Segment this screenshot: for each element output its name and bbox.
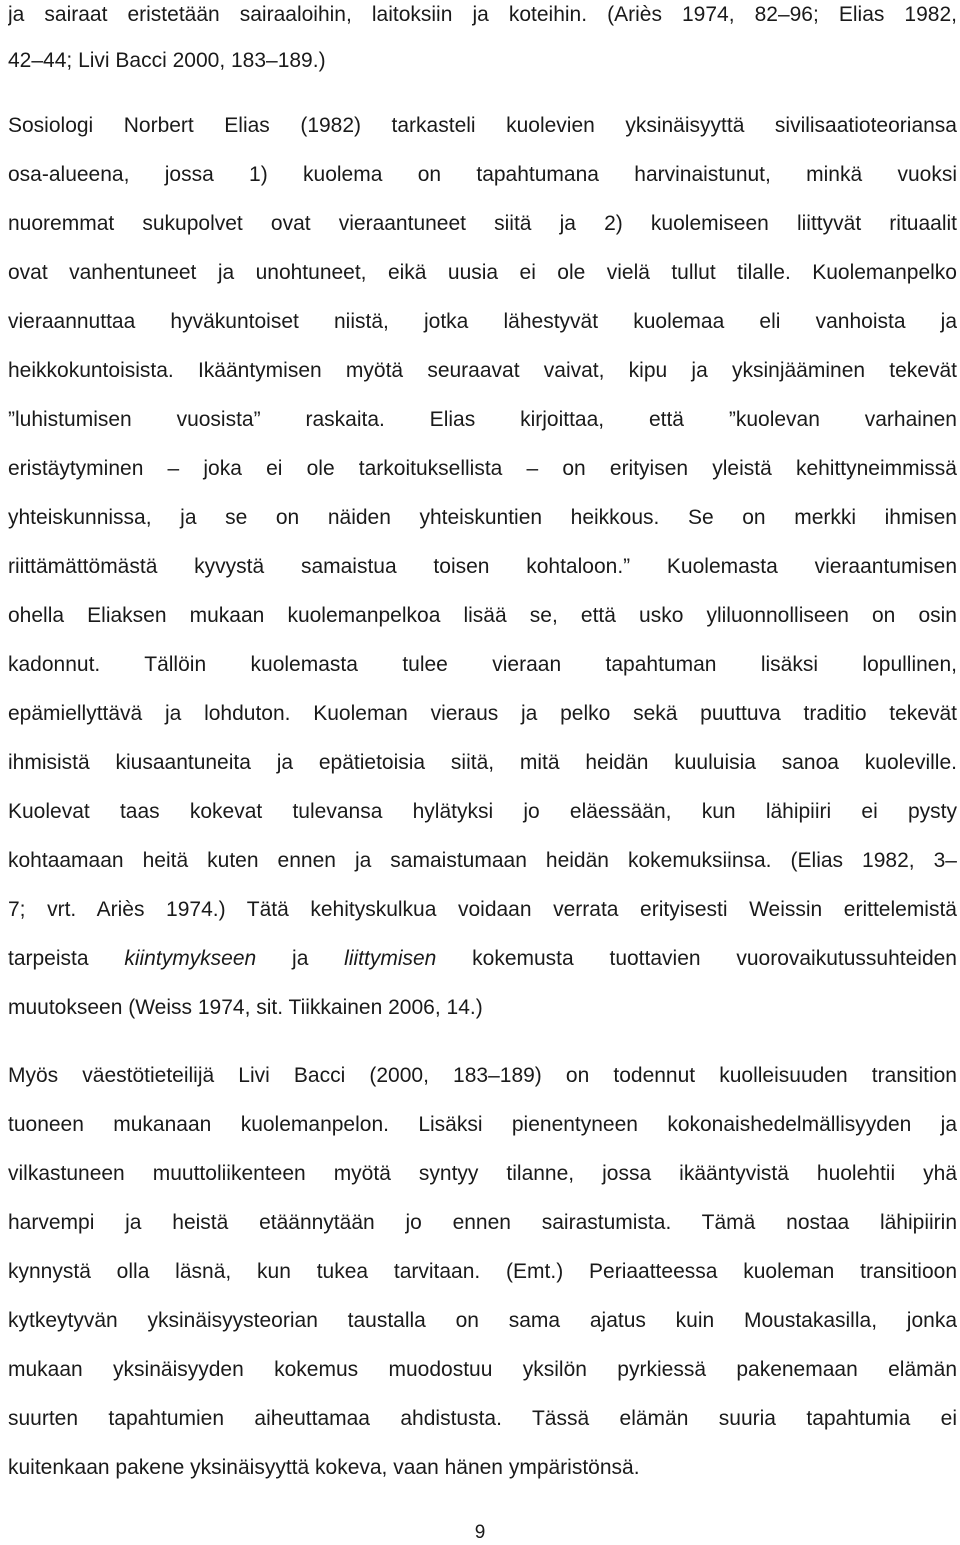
text-line: ja sairaat eristetään sairaaloihin, laitoksiin ja koteihin. (Ariès 1974, 82–96; Elias 1982,: [8, 3, 957, 26]
text-line: ”luhistumisen vuosista” raskaita. Elias kirjoittaa, että ”kuolevan varhainen: [8, 408, 957, 431]
text-line: kynnystä olla läsnä, kun tukea tarvitaan. (Emt.) Periaatteessa kuoleman transitioon: [8, 1260, 957, 1283]
text-line: vilkastuneen muuttoliikenteen myötä syntyy tilanne, jossa ikääntyvistä huolehtii yhä: [8, 1162, 957, 1185]
text-line: kadonnut. Tällöin kuolemasta tulee vieraan tapahtuman lisäksi lopullinen,: [8, 653, 957, 676]
page-number: 9: [474, 1522, 486, 1543]
italic-term: liittymisen: [344, 947, 437, 970]
text-line: Kuolevat taas kokevat tulevansa hylätyksi jo eläessään, kun lähipiiri ei pysty: [8, 800, 957, 823]
text-line: 7; vrt. Ariès 1974.) Tätä kehityskulkua voidaan verrata erityisesti Weissin erittelemistä: [8, 898, 957, 921]
text-line: 42–44; Livi Bacci 2000, 183–189.): [8, 49, 326, 72]
text-line: mukaan yksinäisyyden kokemus muodostuu yksilön pyrkiessä pakenemaan elämän: [8, 1358, 957, 1381]
text-line: heikkokuntoisista. Ikääntymisen myötä seuraavat vaivat, kipu ja yksinjääminen tekevät: [8, 359, 957, 382]
text-run: tarpeista: [8, 947, 125, 970]
text-line: kuitenkaan pakene yksinäisyyttä kokeva, vaan hänen ympäristönsä.: [8, 1456, 640, 1479]
text-run: ja: [256, 947, 345, 970]
text-line: tuoneen mukanaan kuolemanpelon. Lisäksi pienentyneen kokonaishedelmällisyyden ja: [8, 1113, 957, 1136]
text-line: Sosiologi Norbert Elias (1982) tarkasteli kuolevien yksinäisyyttä sivilisaatioteoriansa: [8, 114, 957, 137]
text-run: kokemusta tuottavien vuorovaikutussuhteiden: [436, 947, 957, 970]
text-line: kytkeytyvän yksinäisyysteorian taustalla on sama ajatus kuin Moustakasilla, jonka: [8, 1309, 957, 1332]
text-line: yhteiskunnissa, ja se on näiden yhteiskuntien heikkous. Se on merkki ihmisen: [8, 506, 957, 529]
text-line: epämiellyttävä ja lohduton. Kuoleman vieraus ja pelko sekä puuttuva traditio tekevät: [8, 702, 957, 725]
text-line: ohella Eliaksen mukaan kuolemanpelkoa lisää se, että usko yliluonnolliseen on osin: [8, 604, 957, 627]
text-line: eristäytyminen – joka ei ole tarkoituksellista – on erityisen yleistä kehittyneimmissä: [8, 457, 957, 480]
text-line: suurten tapahtumien aiheuttamaa ahdistusta. Tässä elämän suuria tapahtumia ei: [8, 1407, 957, 1430]
text-line: osa-alueena, jossa 1) kuolema on tapahtumana harvinaistunut, minkä vuoksi: [8, 163, 957, 186]
text-line: Myös väestötieteilijä Livi Bacci (2000, 183–189) on todennut kuolleisuuden transition: [8, 1064, 957, 1087]
text-line: nuoremmat sukupolvet ovat vieraantuneet siitä ja 2) kuolemiseen liittyvät rituaalit: [8, 212, 957, 235]
text-line: riittämättömästä kyvystä samaistua toisen kohtaloon.” Kuolemasta vieraantumisen: [8, 555, 957, 578]
text-line: ovat vanhentuneet ja unohtuneet, eikä uusia ei ole vielä tullut tilalle. Kuolemanpelko: [8, 261, 957, 284]
text-line: muutokseen (Weiss 1974, sit. Tiikkainen 2006, 14.): [8, 996, 483, 1019]
text-line: kohtaamaan heitä kuten ennen ja samaistumaan heidän kokemuksiinsa. (Elias 1982, 3–: [8, 849, 957, 872]
text-line: [8, 944, 957, 974]
text-line: vieraannuttaa hyväkuntoiset niistä, jotka lähestyvät kuolemaa eli vanhoista ja: [8, 310, 957, 333]
text-line: ihmisistä kiusaantuneita ja epätietoisia siitä, mitä heidän kuuluisia sanoa kuoleville.: [8, 751, 957, 774]
text-line: harvempi ja heistä etäännytään jo ennen sairastumista. Tämä nostaa lähipiirin: [8, 1211, 957, 1234]
italic-term: kiintymykseen: [124, 947, 257, 970]
